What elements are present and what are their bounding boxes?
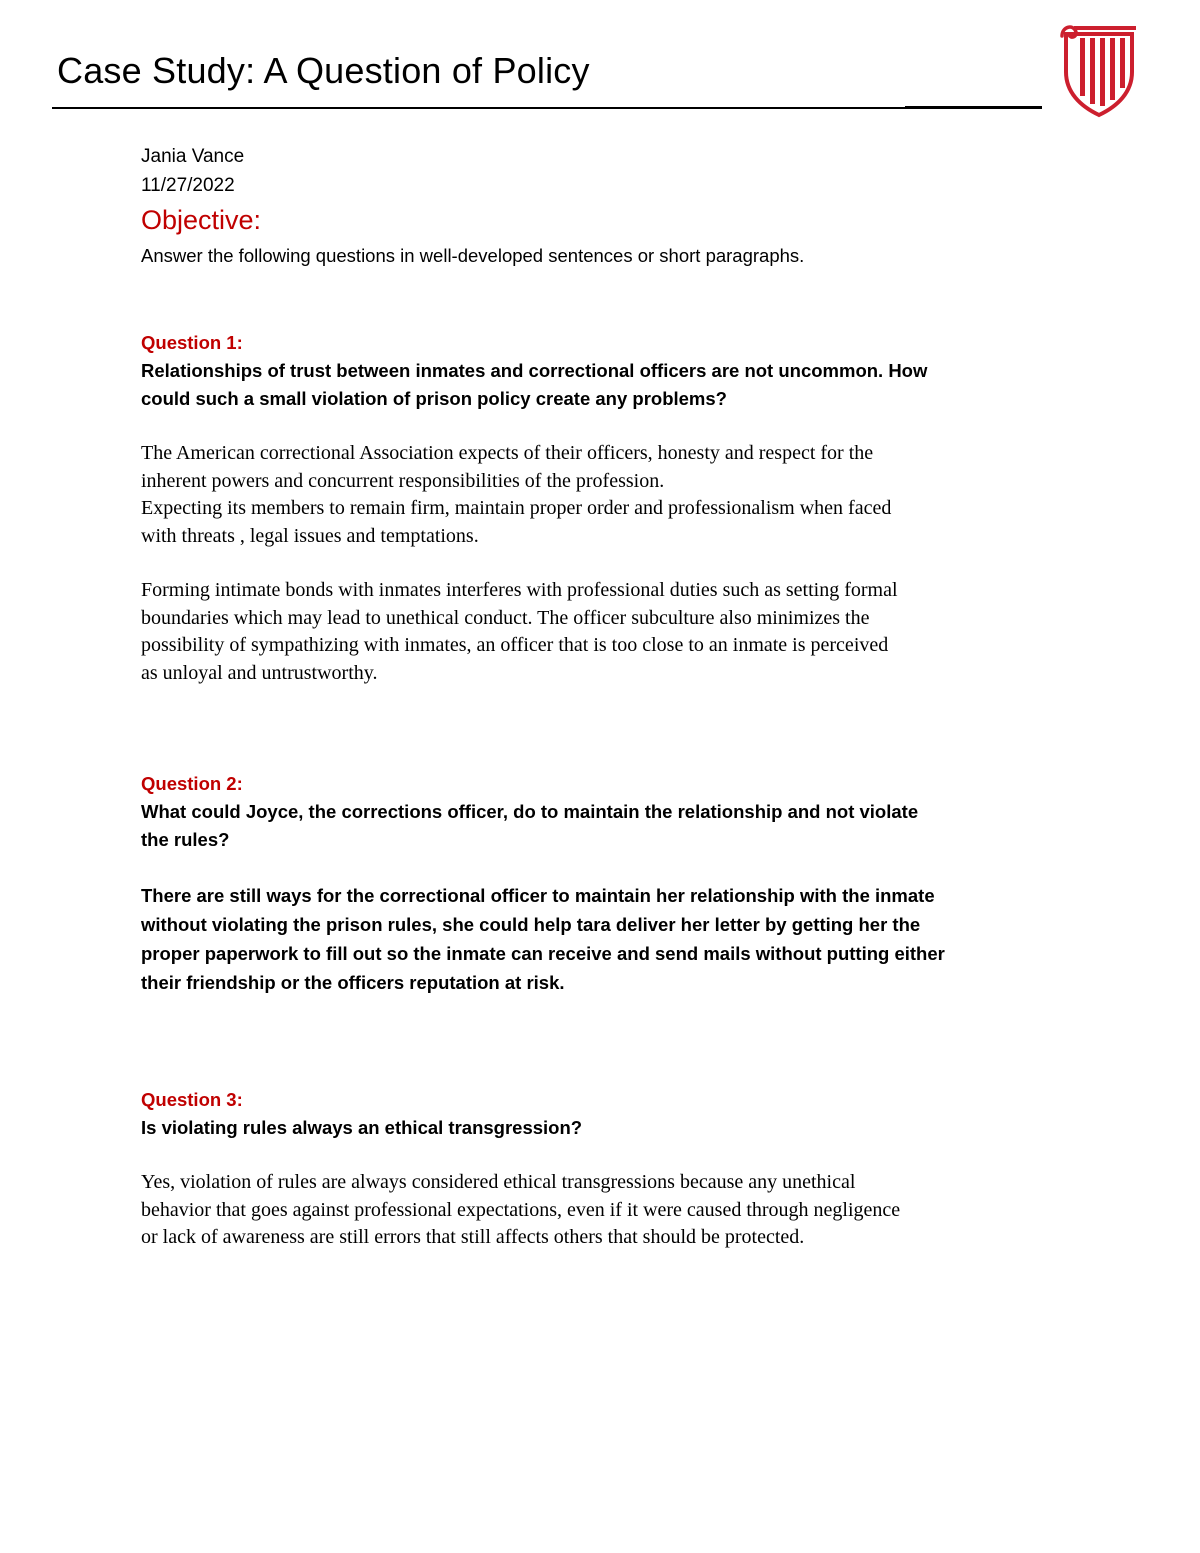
document-header-block [141,142,1041,269]
answer-line: with threats , legal issues and temptations. [141,524,479,547]
answer-line: or lack of awareness are still errors that still affects others that should be protected. [141,1226,805,1248]
question-2-prompt-line: the rules? [141,829,230,850]
answer-line: There are still ways for the correctional officer to maintain her relationship with the inmate [141,885,935,906]
question-2-prompt-line: What could Joyce, the corrections officer, do to maintain the relationship and not violate [141,801,919,822]
answer-line: Expecting its members to remain firm, maintain proper order and professionalism when faced [141,497,892,519]
question-2-answer-paragraph-1 [141,881,1041,997]
question-2-prompt [141,798,1041,854]
question-1-section [141,329,1041,687]
title-divider-accent [905,106,1042,109]
objective-instruction: Answer the following questions in well-developed sentences or short paragraphs. [141,245,805,266]
author-name: Jania Vance [141,146,245,167]
answer-line: The American correctional Association expects of their officers, honesty and respect for the [141,442,874,464]
answer-line: behavior that goes against professional expectations, even if it were caused through negligence [141,1198,901,1221]
title-divider [52,107,1042,109]
question-1-prompt [141,357,1041,413]
document-date: 11/27/2022 [141,175,235,196]
answer-line: without violating the prison rules, she could help tara deliver her letter by getting her the [141,914,921,935]
question-3-label: Question 3: [141,1089,243,1110]
objective-heading: Objective: [141,205,262,235]
question-1-prompt-line: could such a small violation of prison policy create any problems? [141,388,727,409]
answer-line: Yes, violation of rules are always considered ethical transgressions because any unethical [141,1171,856,1193]
question-1-answer-paragraph-2 [141,577,1041,687]
answer-line: proper paperwork to fill out so the inmate can receive and send mails without putting either [141,943,945,964]
university-shield-logo-icon [1060,20,1138,118]
document-title: Case Study: A Question of Policy [57,50,590,91]
question-3-answer-paragraph-1 [141,1169,1041,1252]
answer-line: Forming intimate bonds with inmates interferes with professional duties such as setting formal [141,579,898,601]
question-3-prompt-line: Is violating rules always an ethical transgression? [141,1117,583,1138]
question-2-section [141,770,1041,997]
question-1-label: Question 1: [141,332,243,353]
question-1-answer-paragraph-1 [141,440,1041,550]
answer-line: possibility of sympathizing with inmates, an officer that is too close to an inmate is perceived [141,634,889,656]
answer-line: boundaries which may lead to unethical conduct. The officer subculture also minimizes the [141,606,870,629]
answer-line: as unloyal and untrustworthy. [141,661,378,684]
answer-line: inherent powers and concurrent responsibilities of the profession. [141,469,665,492]
question-2-label: Question 2: [141,773,243,794]
answer-line: their friendship or the officers reputation at risk. [141,972,565,993]
question-3-section [141,1086,1041,1252]
question-3-prompt [141,1114,1041,1142]
question-1-prompt-line: Relationships of trust between inmates and correctional officers are not uncommon. How [141,360,928,381]
